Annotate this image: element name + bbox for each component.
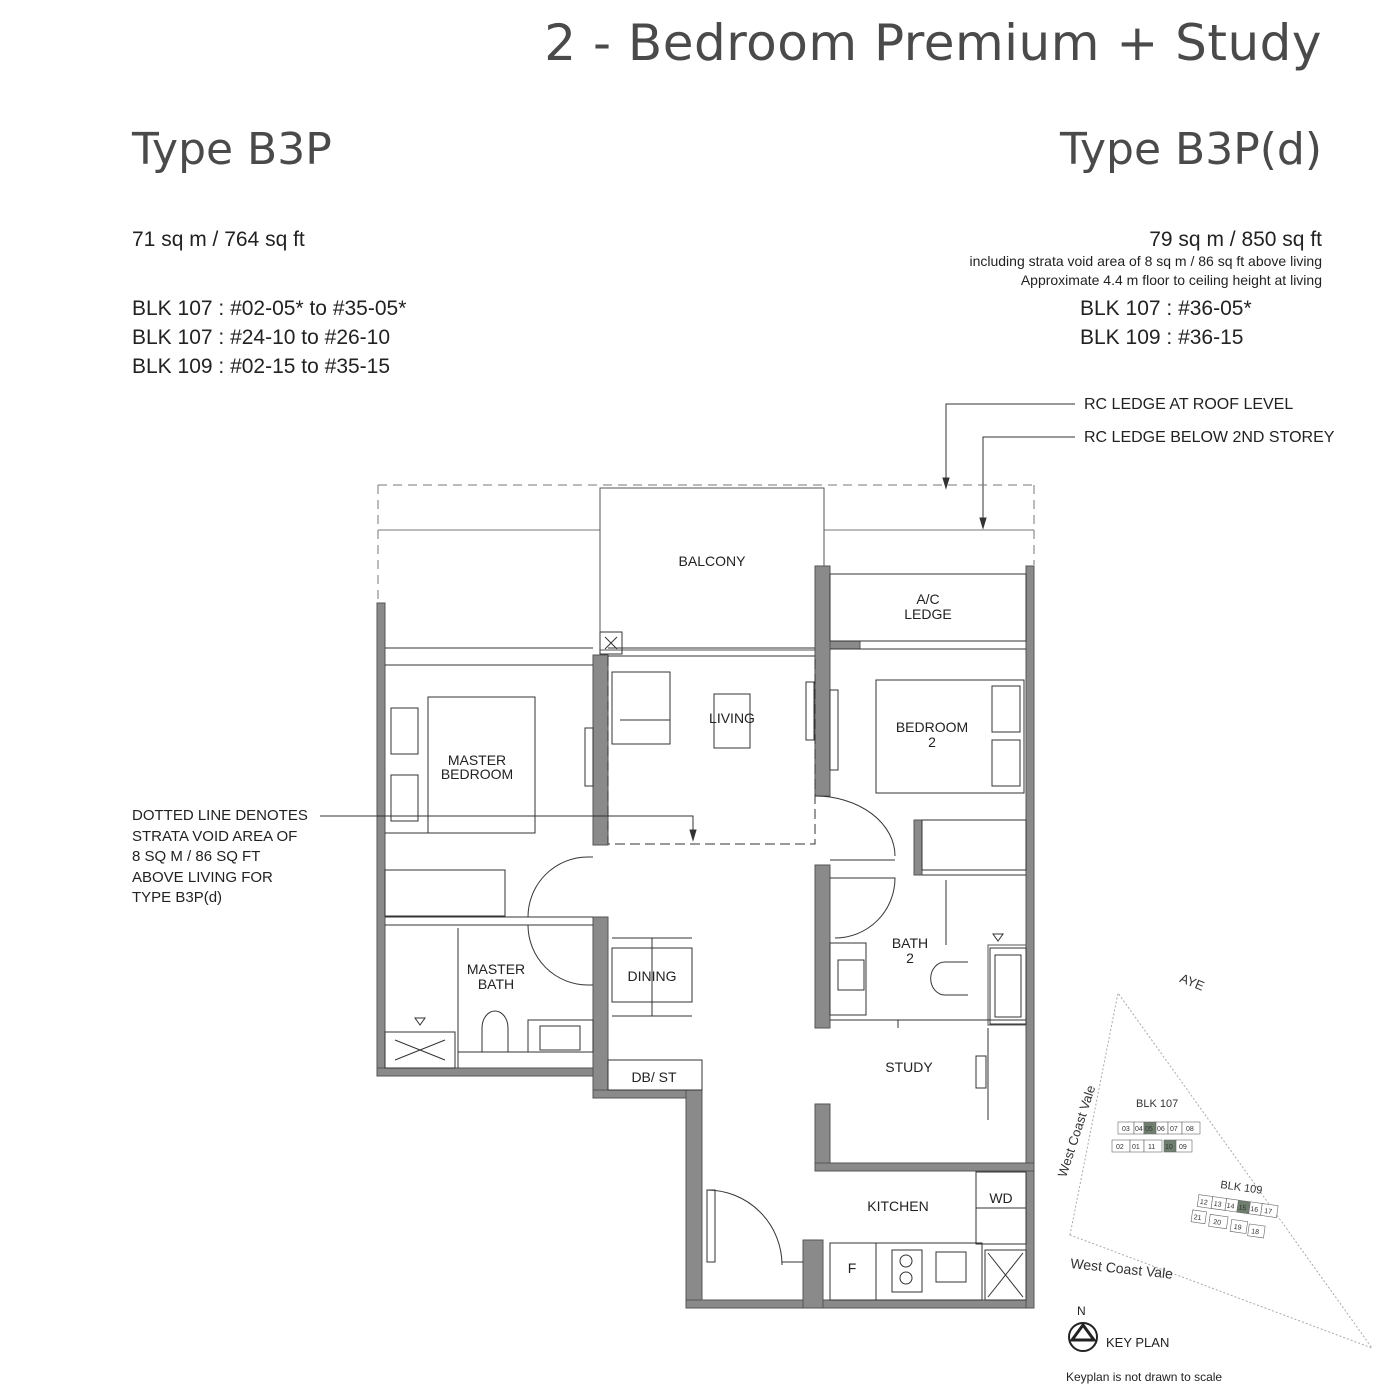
keyplan-road-1: West Coast Vale [1054,1083,1099,1179]
ledge-2nd-leader [983,437,1075,524]
master-wardrobe [385,870,505,916]
room-bath2-2: 2 [906,950,914,966]
note-line: STRATA VOID AREA OF [132,827,298,845]
keyplan-road-2: West Coast Vale [1069,1255,1174,1282]
unit-line: BLK 109 : #36-15 [1080,326,1244,349]
keyplan-disclaimer: Keyplan is not drawn to scale [1066,1370,1223,1384]
strata-note: including strata void area of 8 sq m / 86 sq ft above living [969,253,1322,269]
area-right: 79 sq m / 850 sq ft [1149,228,1322,251]
area-left: 71 sq m / 764 sq ft [132,228,305,251]
svg-text:09: 09 [1179,1144,1187,1151]
room-ac-ledge-1: A/C [916,591,940,607]
room-bath2-1: BATH [891,935,929,951]
unit-line: BLK 107 : #02-05* to #35-05* [132,297,407,320]
svg-text:21: 21 [1193,1214,1202,1223]
svg-text:03: 03 [1122,1126,1130,1133]
bedroom2-bed [876,680,1024,793]
room-living: LIVING [709,710,755,726]
svg-text:18: 18 [1250,1228,1260,1237]
note-line: DOTTED LINE DENOTES [132,807,308,824]
svg-text:04: 04 [1135,1126,1143,1133]
key-plan [1055,970,1372,1384]
note-line: ABOVE LIVING FOR [132,868,273,886]
balcony-outline [600,488,824,650]
room-bedroom2-1: BEDROOM [895,719,969,735]
svg-text:16: 16 [1249,1205,1259,1214]
svg-text:20: 20 [1212,1218,1222,1227]
keyplan-aye: AYE [1177,970,1207,994]
keyplan-blk109: BLK 109 [1219,1179,1264,1197]
room-kitchen: KITCHEN [867,1198,929,1214]
keyplan-blk107: BLK 107 [1136,1098,1179,1110]
svg-text:10: 10 [1165,1144,1173,1151]
svg-text:13: 13 [1213,1200,1222,1209]
keyplan-label: KEY PLAN [1106,1335,1170,1350]
room-wd: WD [989,1190,1013,1206]
unit-line: BLK 107 : #24-10 to #26-10 [132,326,391,349]
room-master-bath-2: BATH [477,976,515,992]
bedroom2-wardrobe [922,820,1026,870]
room-dining: DINING [627,968,677,984]
svg-text:05: 05 [1145,1126,1153,1133]
room-ac-ledge-2: LEDGE [904,606,952,622]
svg-text:01: 01 [1132,1144,1140,1151]
svg-text:11: 11 [1148,1144,1156,1151]
north-arrow-icon [1069,1323,1097,1351]
blk109-units [1190,1194,1278,1239]
room-master-bedroom-1: MASTER [447,752,507,768]
type-b3pd-heading: Type B3P(d) [1059,124,1322,175]
svg-text:06: 06 [1157,1126,1165,1133]
room-master-bedroom-2: BEDROOM [440,766,514,782]
page-title: 2 - Bedroom Premium + Study [544,14,1322,72]
type-b3p-heading: Type B3P [132,124,332,175]
svg-text:17: 17 [1263,1207,1273,1216]
room-db-st: DB/ ST [631,1069,677,1085]
ledge-2nd-label: RC LEDGE BELOW 2ND STOREY [1084,429,1335,446]
svg-text:12: 12 [1199,1198,1209,1207]
blk107-units [1112,1122,1200,1152]
north-label: N [1077,1304,1086,1318]
keyplan-site-outline [1070,993,1372,1348]
svg-text:19: 19 [1233,1223,1242,1232]
svg-text:14: 14 [1226,1202,1235,1211]
room-study: STUDY [885,1059,933,1075]
svg-text:02: 02 [1116,1144,1124,1151]
svg-text:15: 15 [1237,1204,1247,1213]
room-fridge: F [847,1260,857,1276]
ledge-roof-leader [946,404,1075,484]
note-line: TYPE B3P(d) [132,889,223,906]
svg-text:07: 07 [1170,1126,1178,1133]
room-master-bath-1: MASTER [466,961,526,977]
unit-line: BLK 109 : #02-15 to #35-15 [132,355,391,378]
ledge-roof-label: RC LEDGE AT ROOF LEVEL [1084,396,1294,413]
svg-text:08: 08 [1186,1126,1194,1133]
note-line: 8 SQ M / 86 SQ FT [132,848,261,865]
room-balcony: BALCONY [678,553,746,569]
room-bedroom2-2: 2 [928,734,936,750]
ceiling-note: Approximate 4.4 m floor to ceiling height at living [1020,272,1322,288]
walls [377,566,1034,1308]
unit-line: BLK 107 : #36-05* [1080,297,1252,320]
